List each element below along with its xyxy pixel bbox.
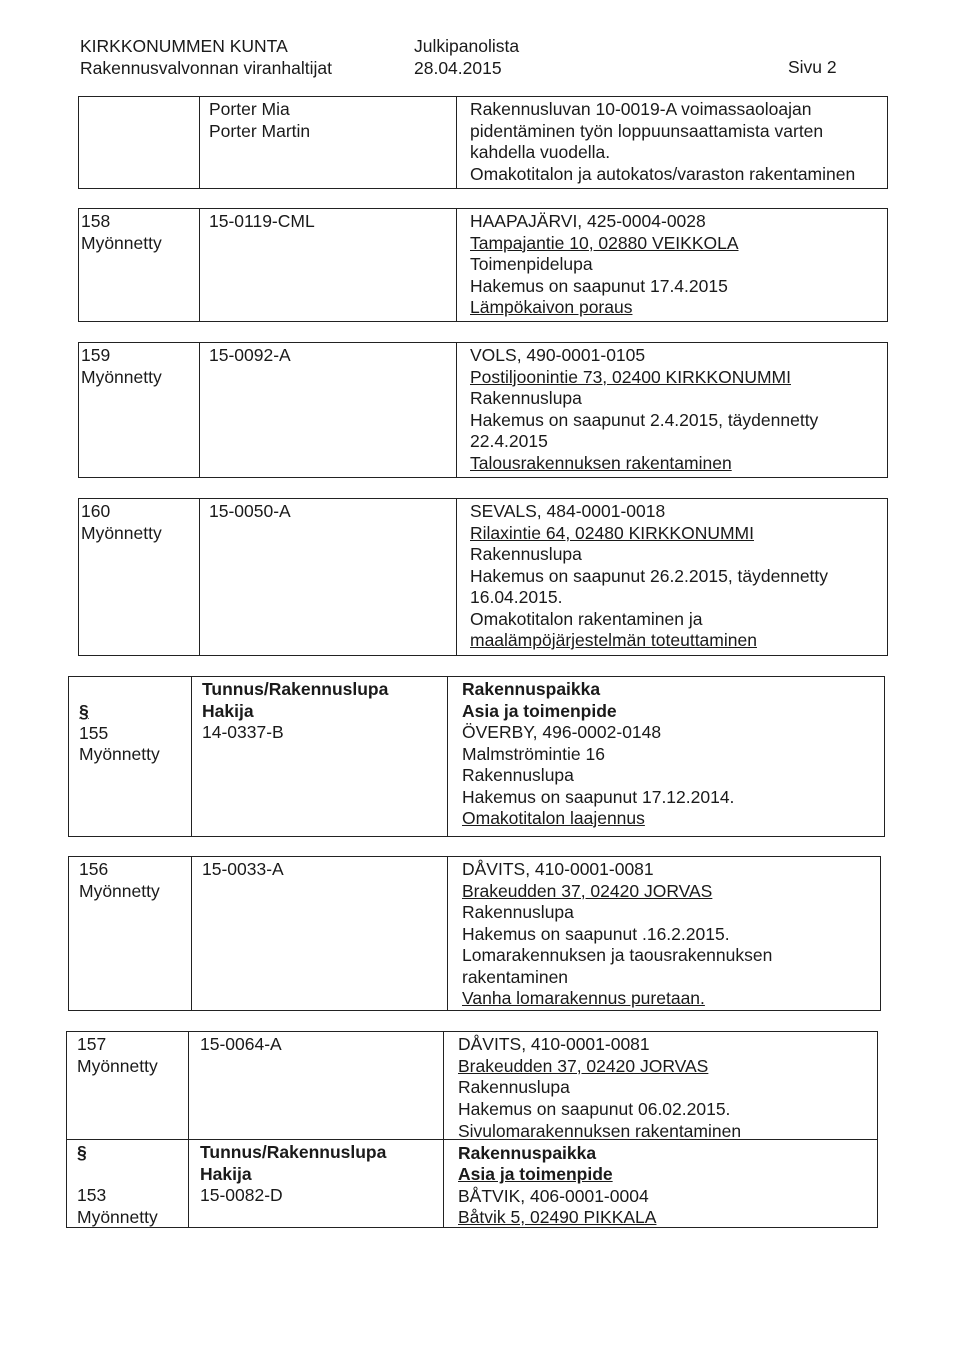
detail-line: kahdella vuodella. (470, 142, 611, 162)
column-header-permit: Tunnus/Rakennuslupa (202, 679, 389, 699)
record-block-porter (78, 96, 888, 189)
record-block-159 (78, 342, 888, 478)
address: Rilaxintie 64, 02480 KIRKKONUMMI (470, 522, 754, 543)
record-number: 158 (81, 211, 111, 231)
application-date: Hakemus on saapunut 17.12.2014. (462, 786, 735, 807)
detail-line: Rakennusluvan 10-0019-A voimassaoloajan (470, 99, 812, 119)
applicant-name: Porter Martin (209, 120, 311, 141)
measure-description: maalämpöjärjestelmän toteuttaminen (470, 630, 757, 650)
org-name: KIRKKONUMMEN KUNTA (80, 36, 288, 56)
decision-status: Myönnetty (81, 366, 162, 387)
column-header-matter: Asia ja toimenpide (462, 700, 617, 721)
column-header-site: Rakennuspaikka (462, 679, 601, 699)
measure-description: Vanha lomarakennus puretaan. (462, 988, 705, 1008)
record-number: 155 (79, 722, 109, 743)
permit-id: 15-0033-A (202, 859, 284, 879)
permit-id: 15-0064-A (200, 1034, 282, 1054)
doc-info (414, 36, 519, 79)
column-header-matter: Asia ja toimenpide (458, 1164, 613, 1184)
section-sign: § (77, 1142, 87, 1162)
permit-id: 15-0092-A (209, 345, 291, 365)
column-header-permit: Tunnus/Rakennuslupa (200, 1142, 387, 1162)
record-number: 156 (79, 859, 109, 879)
property-id: DÅVITS, 410-0001-0081 (458, 1034, 650, 1054)
measure-description: Sivulomarakennuksen rakentaminen (458, 1121, 742, 1141)
record-number: 160 (81, 501, 111, 521)
permit-id: 14-0337-B (202, 722, 284, 742)
property-id: HAAPAJÄRVI, 425-0004-0028 (470, 211, 706, 231)
address: Malmströmintie 16 (462, 743, 605, 764)
application-date: Hakemus on saapunut 06.02.2015. (458, 1098, 731, 1119)
permit-id: 15-0119-CML (209, 211, 315, 231)
permit-type: Rakennuslupa (462, 765, 574, 785)
measure-description: Omakotitalon laajennus (462, 808, 645, 828)
record-block-158 (78, 208, 888, 322)
permit-id: 15-0050-A (209, 501, 291, 521)
doc-type: Julkipanolista (414, 36, 520, 56)
column-header-applicant: Hakija (200, 1163, 252, 1184)
decision-status: Myönnetty (77, 1055, 158, 1076)
measure-description: Omakotitalon rakentaminen ja (470, 608, 703, 629)
record-block-155 (68, 676, 885, 837)
decision-status: Myönnetty (81, 232, 162, 253)
record-number: 157 (77, 1034, 107, 1054)
permit-type: Rakennuslupa (462, 902, 574, 922)
property-id: DÅVITS, 410-0001-0081 (462, 859, 654, 879)
record-number: 159 (81, 345, 111, 365)
measure-description: Talousrakennuksen rakentaminen (470, 452, 732, 473)
application-date: Hakemus on saapunut 26.2.2015, täydennetty (470, 565, 829, 586)
address: Postiljoonintie 73, 02400 KIRKKONUMMI (470, 366, 791, 387)
application-date-cont: 16.04.2015. (470, 587, 563, 607)
decision-status: Myönnetty (81, 522, 162, 543)
decision-status: Myönnetty (79, 880, 160, 901)
permit-type: Toimenpidelupa (470, 254, 593, 274)
decision-status: Myönnetty (79, 744, 160, 764)
address: Brakeudden 37, 02420 JORVAS (458, 1055, 709, 1076)
property-id: VOLS, 490-0001-0105 (470, 345, 646, 365)
column-header-site: Rakennuspaikka (458, 1142, 597, 1163)
record-number: 153 (77, 1185, 107, 1205)
record-block-157-153 (66, 1031, 878, 1228)
detail-line: pidentäminen työn loppuunsaattamista varten (470, 120, 824, 141)
property-id: ÖVERBY, 496-0002-0148 (462, 722, 662, 742)
page-number: Sivu 2 (788, 57, 837, 77)
property-id: SEVALS, 484-0001-0018 (470, 501, 666, 521)
detail-line: Omakotitalon ja autokatos/varaston rakentaminen (470, 163, 856, 184)
decision-status: Myönnetty (77, 1206, 158, 1227)
department-name: Rakennusvalvonnan viranhaltijat (80, 57, 332, 78)
measure-description: rakentaminen (462, 966, 569, 987)
permit-type: Rakennuslupa (470, 388, 582, 408)
address: Båtvik 5, 02490 PIKKALA (458, 1207, 657, 1227)
application-date: Hakemus on saapunut .16.2.2015. (462, 923, 730, 944)
applicant-name: Porter Mia (209, 99, 290, 119)
permit-type: Rakennuslupa (470, 544, 582, 564)
section-sign: § (79, 701, 89, 721)
measure-description: Lomarakennuksen ja taousrakennuksen (462, 945, 773, 965)
application-date: Hakemus on saapunut 2.4.2015, täydennetty (470, 409, 819, 430)
measure-description: Lämpökaivon poraus (470, 297, 633, 317)
application-date: Hakemus on saapunut 17.4.2015 (470, 275, 728, 296)
record-block-160 (78, 498, 888, 656)
doc-date: 28.04.2015 (414, 57, 502, 78)
column-header-applicant: Hakija (202, 700, 254, 721)
permit-id: 15-0082-D (200, 1185, 283, 1205)
address: Tampajantie 10, 02880 VEIKKOLA (470, 232, 739, 253)
application-date-cont: 22.4.2015 (470, 431, 548, 451)
address: Brakeudden 37, 02420 JORVAS (462, 880, 713, 901)
record-block-156 (68, 856, 881, 1011)
property-id: BÅTVIK, 406-0001-0004 (458, 1185, 649, 1206)
page-header (80, 36, 332, 79)
permit-type: Rakennuslupa (458, 1077, 570, 1097)
